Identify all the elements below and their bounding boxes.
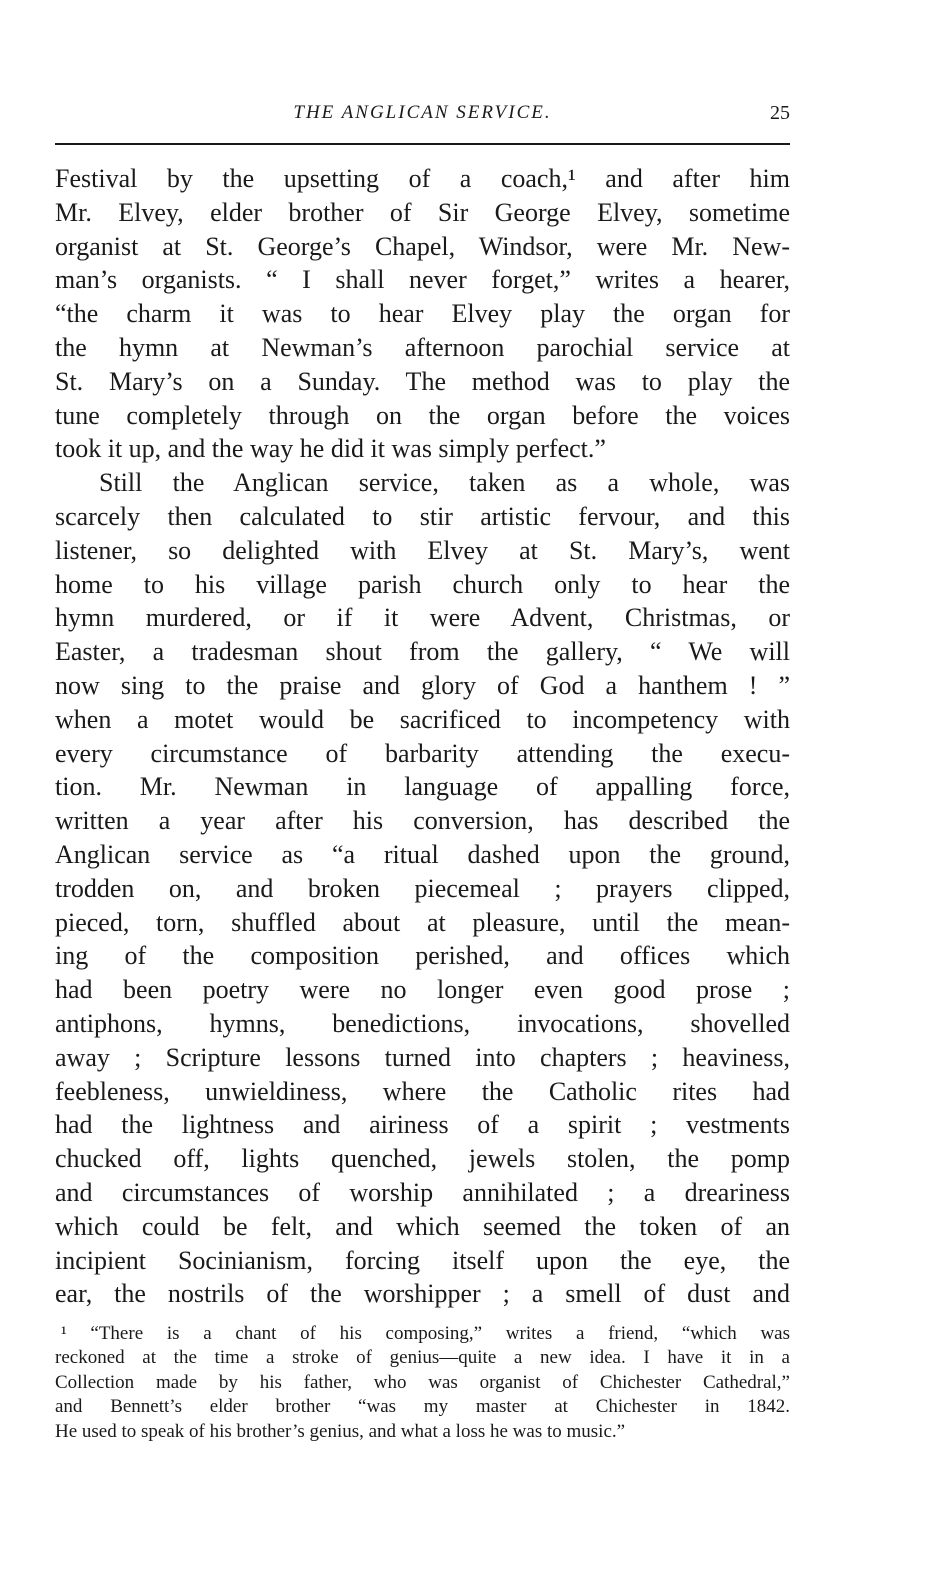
body-line: the hymn at Newman’s afternoon parochial service at bbox=[55, 332, 790, 362]
header-rule bbox=[55, 143, 790, 145]
body-line: home to his village parish church only to hear the bbox=[55, 569, 790, 599]
footnote-line: and Bennett’s elder brother “was my master at Chichester in 1842. bbox=[55, 1396, 790, 1418]
body-line: man’s organists. “ I shall never forget,” writes a hearer, bbox=[55, 265, 790, 295]
body-line: chucked off, lights quenched, jewels stolen, the pomp bbox=[55, 1144, 790, 1174]
body-line: and circumstances of worship annihilated ; a dreariness bbox=[55, 1177, 790, 1207]
body-line: St. Mary’s on a Sunday. The method was to play the bbox=[55, 366, 790, 396]
body-line: Festival by the upsetting of a coach,¹ and after him bbox=[55, 164, 790, 193]
body-line: hymn murdered, or if it were Advent, Christmas, or bbox=[55, 603, 790, 633]
body-line: feebleness, unwieldiness, where the Catholic rites had bbox=[55, 1076, 790, 1106]
body-line: organist at St. George’s Chapel, Windsor, were Mr. New- bbox=[55, 231, 790, 261]
body-line: when a motet would be sacrificed to incompetency with bbox=[55, 704, 790, 734]
body-line: incipient Socinianism, forcing itself upon the eye, the bbox=[55, 1245, 790, 1275]
running-head bbox=[55, 102, 790, 132]
body-line: pieced, torn, shuffled about at pleasure, until the mean- bbox=[55, 907, 790, 937]
body-line: “the charm it was to hear Elvey play the organ for bbox=[55, 299, 790, 329]
body-line: now sing to the praise and glory of God a hanthem ! ” bbox=[55, 670, 790, 700]
body-line: away ; Scripture lessons turned into chapters ; heaviness, bbox=[55, 1042, 790, 1072]
body-line: antiphons, hymns, benedictions, invocations, shovelled bbox=[55, 1008, 790, 1038]
running-title: THE ANGLICAN SERVICE. bbox=[293, 102, 552, 123]
footnote-line: reckoned at the time a stroke of genius—quite a new idea. I have it in a bbox=[55, 1347, 790, 1369]
paragraph-start-line: Still the Anglican service, taken as a whole, was bbox=[99, 468, 790, 498]
body-line: written a year after his conversion, has described the bbox=[55, 806, 790, 836]
body-line: tion. Mr. Newman in language of appalling force, bbox=[55, 772, 790, 802]
body-text bbox=[55, 162, 790, 1311]
footnote-line: He used to speak of his brother’s genius, and what a loss he was to music.” bbox=[55, 1420, 626, 1442]
page-number: 25 bbox=[770, 102, 790, 124]
body-line: Easter, a tradesman shout from the gallery, “ We will bbox=[55, 637, 790, 667]
body-line: had been poetry were no longer even good prose ; bbox=[55, 975, 790, 1005]
footnotes bbox=[55, 1322, 790, 1444]
body-line: listener, so delighted with Elvey at St. Mary’s, went bbox=[55, 535, 790, 565]
body-line: ing of the composition perished, and offices which bbox=[55, 941, 790, 971]
body-line: had the lightness and airiness of a spirit ; vestments bbox=[55, 1110, 790, 1140]
body-line: tune completely through on the organ before the voices bbox=[55, 400, 790, 430]
body-line: scarcely then calculated to stir artistic fervour, and this bbox=[55, 501, 790, 531]
book-page bbox=[55, 0, 790, 1573]
body-line: every circumstance of barbarity attending the execu- bbox=[55, 738, 790, 768]
footnote-line: ¹ “There is a chant of his composing,” writes a friend, “which was bbox=[61, 1323, 790, 1344]
body-line: Anglican service as “a ritual dashed upon the ground, bbox=[55, 839, 790, 869]
footnote-line: Collection made by his father, who was organist of Chichester Cathedral,” bbox=[55, 1371, 790, 1393]
body-line: which could be felt, and which seemed the token of an bbox=[55, 1211, 790, 1241]
body-line: Mr. Elvey, elder brother of Sir George Elvey, sometime bbox=[55, 197, 790, 227]
body-line: trodden on, and broken piecemeal ; prayers clipped, bbox=[55, 873, 790, 903]
body-line: ear, the nostrils of the worshipper ; a smell of dust and bbox=[55, 1279, 790, 1309]
paragraph-end-line: took it up, and the way he did it was simply perfect.” bbox=[55, 434, 606, 464]
